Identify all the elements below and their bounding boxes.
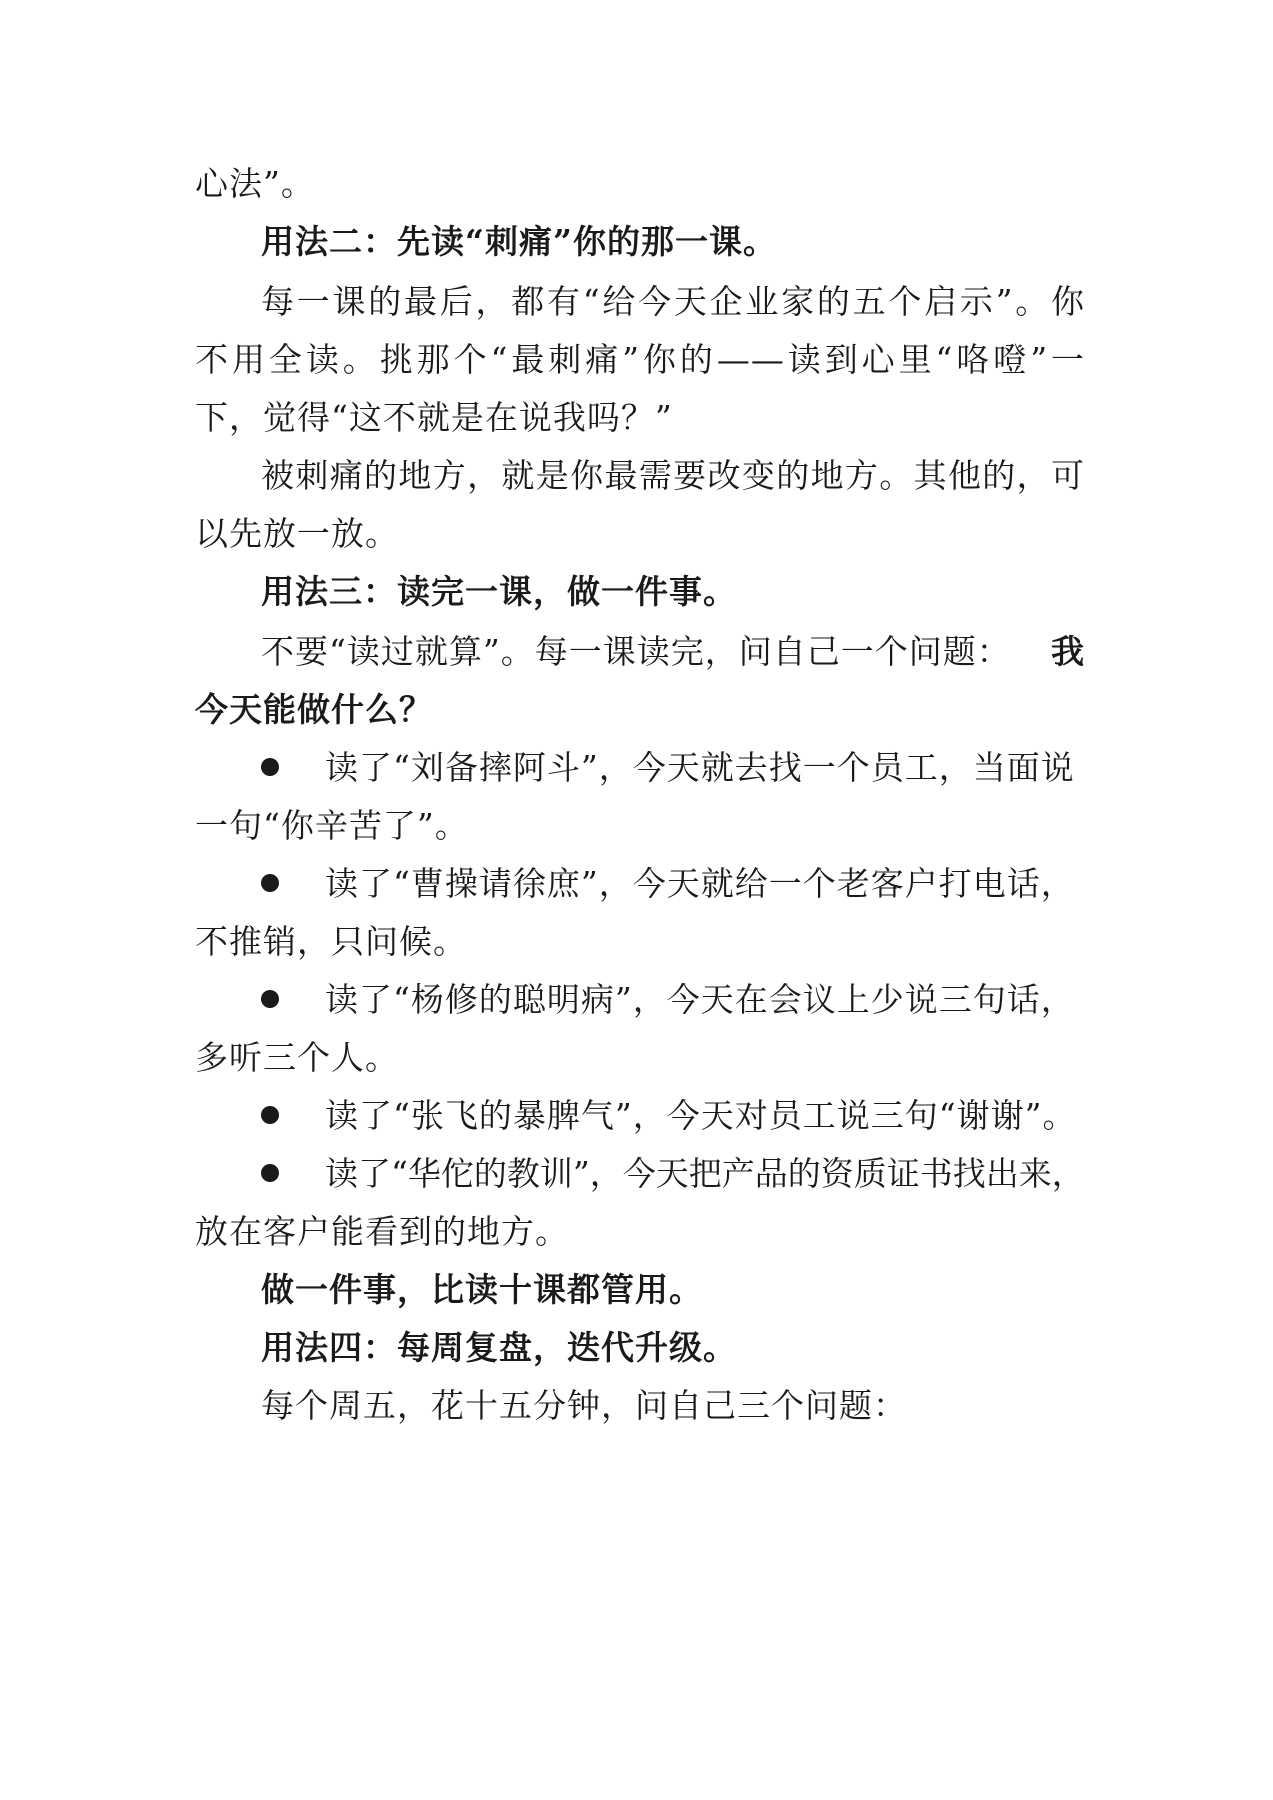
bullet-icon — [261, 990, 279, 1008]
bullet-text: 读了“杨修的聪明病”，今天在会议上少说三句话， — [325, 980, 1075, 1019]
bullet-continuation: 不推销，只问候。 — [195, 922, 467, 961]
paragraph-line: 每个周五，花十五分钟，问自己三个问题： — [261, 1386, 907, 1425]
emphasis-line: 做一件事，比读十课都管用。 — [261, 1270, 703, 1309]
document-page — [195, 0, 1085, 1800]
bullet-continuation: 多听三个人。 — [195, 1038, 399, 1077]
paragraph-line: 心法”。 — [195, 164, 315, 203]
bullet-icon — [261, 758, 279, 776]
section-heading-method-three: 用法三：读完一课，做一件事。 — [261, 572, 737, 611]
bullet-icon — [261, 1106, 279, 1124]
paragraph-line: 下，觉得“这不就是在说我吗？” — [195, 398, 673, 437]
bullet-item — [261, 1152, 1085, 1196]
bullet-continuation: 放在客户能看到的地方。 — [195, 1212, 569, 1251]
paragraph-line: 以先放一放。 — [195, 514, 399, 553]
bullet-text: 读了“华佗的教训”，今天把产品的资质证书找出来， — [325, 1154, 1085, 1193]
bullet-text: 读了“刘备摔阿斗”，今天就去找一个员工，当面说 — [325, 748, 1075, 787]
bullet-icon — [261, 1164, 279, 1182]
bullet-item — [261, 862, 1085, 906]
paragraph-text: 不要“读过就算”。每一课读完，问自己一个问题： — [261, 632, 1011, 671]
emphasis-text: 我 — [1051, 632, 1085, 671]
paragraph-line — [261, 630, 1085, 674]
paragraph-line: 不用全读。挑那个“最刺痛”你的——读到心里“咯噔”一 — [195, 340, 1085, 379]
bullet-icon — [261, 874, 279, 892]
bullet-item — [261, 1094, 1085, 1138]
bullet-continuation: 一句“你辛苦了”。 — [195, 806, 469, 845]
bullet-text: 读了“曹操请徐庶”，今天就给一个老客户打电话， — [325, 864, 1075, 903]
paragraph-line: 被刺痛的地方，就是你最需要改变的地方。其他的，可 — [261, 456, 1085, 495]
section-heading-method-two: 用法二：先读“刺痛”你的那一课。 — [261, 222, 777, 261]
bullet-item — [261, 746, 1085, 790]
section-heading-method-four: 用法四：每周复盘，迭代升级。 — [261, 1328, 737, 1367]
bullet-text: 读了“张飞的暴脾气”，今天对员工说三句“谢谢”。 — [325, 1096, 1077, 1135]
bullet-item — [261, 978, 1085, 1022]
emphasis-line: 今天能做什么？ — [195, 690, 433, 729]
paragraph-line: 每一课的最后，都有“给今天企业家的五个启示”。你 — [261, 282, 1085, 321]
